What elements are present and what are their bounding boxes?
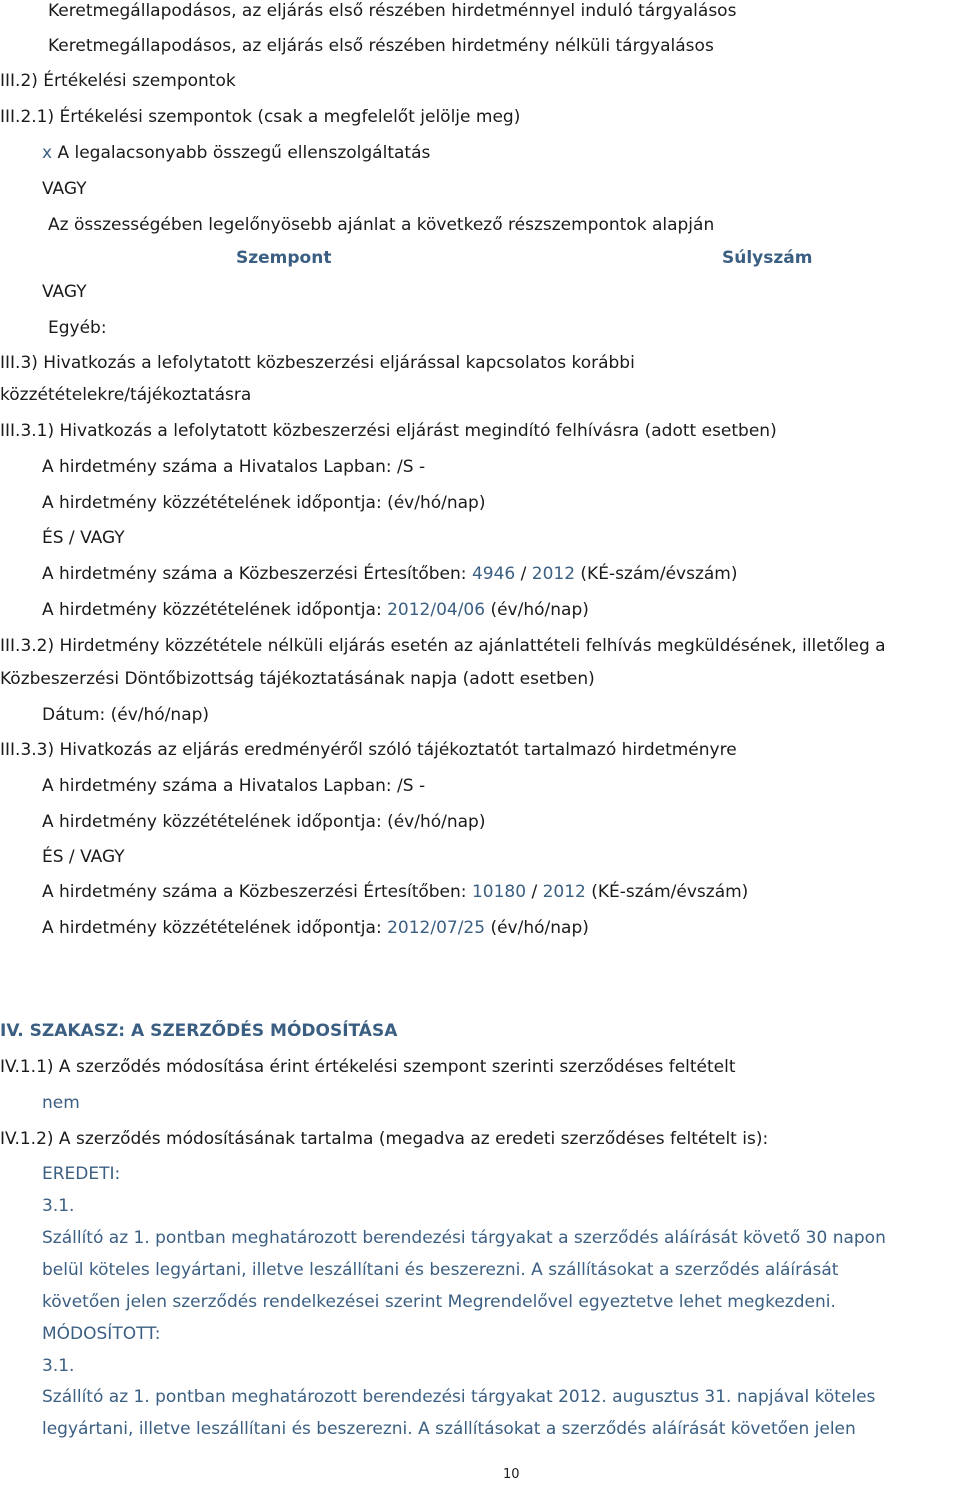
original-clause-line2: belül köteles legyártani, illetve leszállítani és beszerezni. A szállításokat a szerződés aláírását xyxy=(42,1260,839,1280)
original-clause-line3: követően jelen szerződés rendelkezései szerint Megrendelővel egyeztetve lehet megkezdeni. xyxy=(42,1292,836,1312)
criterion-other: Egyéb: xyxy=(48,318,107,338)
original-clause-number: 3.1. xyxy=(42,1196,75,1216)
publication-date-value: 2012/07/25 xyxy=(387,918,486,938)
subsection-heading-3-3-1: III.3.1) Hivatkozás a lefolytatott közbeszerzési eljárást megindító felhívásra (adott esetben) xyxy=(0,421,777,441)
bulletin-number-row xyxy=(42,881,748,903)
bulletin-number-row xyxy=(42,563,737,585)
modified-clause-line1: Szállító az 1. pontban meghatározott berendezési tárgyakat 2012. augusztus 31. napjával köteles xyxy=(42,1387,876,1407)
original-clause-line1: Szállító az 1. pontban meghatározott berendezési tárgyakat a szerződés aláírását követő 30 napon xyxy=(42,1228,886,1248)
bulletin-number-value: 4946 xyxy=(471,564,516,584)
original-label: EREDETI: xyxy=(42,1164,121,1184)
page-number: 10 xyxy=(503,1467,520,1482)
publication-date-label: A hirdetmény közzétételének időpontja: xyxy=(42,600,382,620)
section-heading-contract-modification: IV. SZAKASZ: A SZERZŐDÉS MÓDOSÍTÁSA xyxy=(0,1021,398,1041)
bulletin-number-value: 10180 xyxy=(471,882,527,902)
publication-date-value: 2012/04/06 xyxy=(387,600,486,620)
selected-mark: x xyxy=(42,143,53,163)
subsection-heading-3-3-2-line2: Közbeszerzési Döntőbizottság tájékoztatásának napja (adott esetben) xyxy=(0,669,595,689)
bulletin-number-format: (KÉ-szám/évszám) xyxy=(580,564,738,584)
column-header-criterion: Szempont xyxy=(236,248,332,268)
column-header-weight: Súlyszám xyxy=(722,248,813,268)
separator: / xyxy=(531,882,538,902)
subsection-heading-3-3-2-line1: III.3.2) Hirdetmény közzététele nélküli eljárás esetén az ajánlattételi felhívás megküldésének, illetőleg a xyxy=(0,636,886,656)
modified-clause-line2: legyártani, illetve leszállítani és beszerezni. A szállításokat a szerződés aláírását követően jelen xyxy=(42,1419,856,1439)
subsection-heading-3-3-3: III.3.3) Hivatkozás az eljárás eredményéről szóló tájékoztatót tartalmazó hirdetményre xyxy=(0,740,737,760)
and-or-separator: ÉS / VAGY xyxy=(42,847,125,867)
bulletin-year-value: 2012 xyxy=(542,882,586,902)
modified-clause-number: 3.1. xyxy=(42,1356,75,1376)
publication-date-field: A hirdetmény közzétételének időpontja: (év/hó/nap) xyxy=(42,493,486,513)
or-separator: VAGY xyxy=(42,179,87,199)
section-heading-evaluation: III.2) Értékelési szempontok xyxy=(0,71,236,91)
procedure-option-framework-with-notice: Keretmegállapodásos, az eljárás első részében hirdetménnyel induló tárgyalásos xyxy=(48,1,737,21)
criterion-lowest-price-label: A legalacsonyabb összegű ellenszolgáltatás xyxy=(57,143,431,163)
section-heading-references-line1: III.3) Hivatkozás a lefolytatott közbeszerzési eljárással kapcsolatos korábbi xyxy=(0,353,635,373)
and-or-separator: ÉS / VAGY xyxy=(42,528,125,548)
publication-date-row xyxy=(42,599,589,621)
date-field: Dátum: (év/hó/nap) xyxy=(42,705,210,725)
bulletin-number-label: A hirdetmény száma a Közbeszerzési Értesítőben: xyxy=(42,564,467,584)
bulletin-year-value: 2012 xyxy=(531,564,576,584)
publication-date-label: A hirdetmény közzétételének időpontja: xyxy=(42,918,382,938)
procedure-option-framework-without-notice: Keretmegállapodásos, az eljárás első részében hirdetmény nélküli tárgyalásos xyxy=(48,36,714,56)
official-journal-number: A hirdetmény száma a Hivatalos Lapban: /S - xyxy=(42,776,426,796)
bulletin-number-format: (KÉ-szám/évszám) xyxy=(591,882,749,902)
publication-date-row xyxy=(42,917,589,939)
section-heading-references-line2: közzétételekre/tájékoztatásra xyxy=(0,385,252,405)
modified-label: MÓDOSÍTOTT: xyxy=(42,1324,161,1344)
question-4-1-2: IV.1.2) A szerződés módosításának tartalma (megadva az eredeti szerződéses feltételt is): xyxy=(0,1129,769,1149)
question-4-1-1: IV.1.1) A szerződés módosítása érint értékelési szempont szerinti szerződéses feltételt xyxy=(0,1057,736,1077)
bulletin-number-label: A hirdetmény száma a Közbeszerzési Értesítőben: xyxy=(42,882,467,902)
separator: / xyxy=(520,564,527,584)
publication-date-format: (év/hó/nap) xyxy=(490,918,589,938)
answer-4-1-1: nem xyxy=(42,1093,80,1113)
publication-date-format: (év/hó/nap) xyxy=(490,600,589,620)
or-separator: VAGY xyxy=(42,282,87,302)
criterion-lowest-price xyxy=(42,142,430,164)
official-journal-number: A hirdetmény száma a Hivatalos Lapban: /S - xyxy=(42,457,426,477)
publication-date-field: A hirdetmény közzétételének időpontja: (év/hó/nap) xyxy=(42,812,486,832)
criterion-most-advantageous: Az összességében legelőnyösebb ajánlat a következő részszempontok alapján xyxy=(48,215,715,235)
subsection-heading-evaluation-criteria: III.2.1) Értékelési szempontok (csak a megfelelőt jelölje meg) xyxy=(0,107,521,127)
